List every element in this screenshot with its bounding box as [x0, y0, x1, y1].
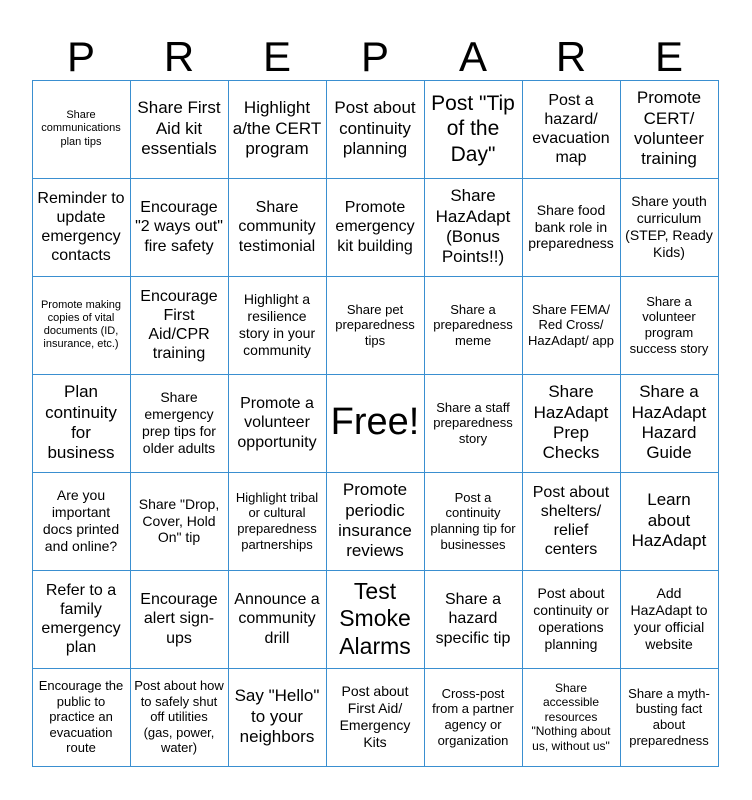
bingo-cell-r6c1 — [32, 570, 131, 669]
bingo-cell-r6c5 — [424, 570, 523, 669]
bingo-cell-r1c4 — [326, 80, 425, 179]
bingo-cell-text: Post about continuity planning — [334, 98, 416, 159]
bingo-cell-r7c5 — [424, 668, 523, 767]
bingo-cell-text: Free! — [330, 401, 420, 444]
bingo-cell-text: Post about how to safely shut off utilities (gas, power, water) — [134, 678, 224, 756]
bingo-cell-text: Post a continuity planning tip for businesses — [430, 489, 516, 552]
bingo-cell-r7c1 — [32, 668, 131, 767]
bingo-cell-text: Highlight a resilience story in your community — [238, 291, 316, 358]
bingo-cell-text: Highlight a/the CERT program — [232, 98, 322, 159]
bingo-cell-r5c6 — [522, 472, 621, 571]
bingo-cell-r6c7 — [620, 570, 719, 669]
bingo-cell-r5c7 — [620, 472, 719, 571]
bingo-card-grid — [32, 80, 718, 766]
bingo-cell-r3c4 — [326, 276, 425, 375]
bingo-cell-text: Post "Tip of the Day" — [431, 92, 515, 166]
bingo-cell-text: Encourage "2 ways out" fire safety — [135, 199, 223, 255]
bingo-cell-text: Promote periodic insurance reviews — [338, 480, 412, 561]
bingo-cell-r3c5 — [424, 276, 523, 375]
bingo-cell-text: Share a volunteer program success story — [629, 293, 709, 356]
bingo-cell-r1c1 — [32, 80, 131, 179]
bingo-cell-text: Encourage alert sign-ups — [140, 591, 218, 647]
bingo-cell-text: Add HazAdapt to your official website — [630, 585, 708, 652]
bingo-cell-text: Share a myth-busting fact about preparedness — [628, 685, 710, 748]
free-space-cell — [326, 374, 425, 473]
bingo-cell-text: Share pet preparedness tips — [335, 301, 415, 348]
bingo-cell-r1c6 — [522, 80, 621, 179]
bingo-cell-text: Plan continuity for business — [45, 382, 117, 463]
title-letter-4: P — [360, 33, 389, 80]
bingo-cell-r3c2 — [130, 276, 229, 375]
bingo-cell-text: Learn about HazAdapt — [631, 490, 707, 551]
title-letter-7: E — [654, 33, 683, 80]
bingo-cell-r2c6 — [522, 178, 621, 277]
bingo-cell-r4c5 — [424, 374, 523, 473]
bingo-cell-r4c7 — [620, 374, 719, 473]
bingo-cell-text: Promote emergency kit building — [335, 199, 415, 255]
bingo-cell-r7c6 — [522, 668, 621, 767]
bingo-cell-r7c7 — [620, 668, 719, 767]
bingo-cell-text: Share emergency prep tips for older adults — [142, 389, 216, 456]
bingo-cell-text: Share HazAdapt Prep Checks — [533, 382, 609, 463]
bingo-cell-r1c3 — [228, 80, 327, 179]
bingo-cell-r2c2 — [130, 178, 229, 277]
bingo-cell-text: Highlight tribal or cultural preparedness partnerships — [235, 489, 319, 552]
bingo-cell-text: Test Smoke Alarms — [339, 577, 411, 659]
bingo-cell-r3c1 — [32, 276, 131, 375]
bingo-cell-text: Reminder to update emergency contacts — [37, 189, 125, 265]
bingo-cell-text: Share communications plan tips — [41, 109, 121, 148]
bingo-cell-text: Encourage First Aid/CPR training — [140, 287, 218, 363]
bingo-cell-r6c4 — [326, 570, 425, 669]
bingo-cell-r6c2 — [130, 570, 229, 669]
bingo-cell-r5c2 — [130, 472, 229, 571]
bingo-cell-text: Share community testimonial — [238, 199, 316, 255]
bingo-cell-r6c6 — [522, 570, 621, 669]
bingo-cell-r2c3 — [228, 178, 327, 277]
bingo-cell-r3c3 — [228, 276, 327, 375]
bingo-cell-text: Share a hazard specific tip — [435, 591, 511, 647]
bingo-cell-text: Cross-post from a partner agency or organization — [432, 685, 514, 748]
bingo-cell-text: Share youth curriculum (STEP, Ready Kids) — [625, 193, 713, 260]
bingo-cell-r5c4 — [326, 472, 425, 571]
bingo-cell-text: Post about shelters/ relief centers — [532, 483, 610, 559]
title-letter-6: R — [555, 33, 587, 80]
bingo-cell-r4c1 — [32, 374, 131, 473]
bingo-cell-text: Share a staff preparedness story — [433, 399, 513, 446]
bingo-cell-r2c5 — [424, 178, 523, 277]
bingo-cell-r5c1 — [32, 472, 131, 571]
title-letter-3: E — [262, 33, 291, 80]
bingo-cell-r7c3 — [228, 668, 327, 767]
title-letter-2: R — [163, 33, 195, 80]
bingo-cell-text: Share a HazAdapt Hazard Guide — [631, 382, 707, 463]
bingo-cell-text: Promote making copies of vital documents (ID, insurance, etc.) — [40, 298, 122, 351]
bingo-cell-text: Post about continuity or operations planning — [533, 585, 609, 652]
bingo-cell-text: Promote a volunteer opportunity — [237, 395, 317, 451]
bingo-cell-r4c3 — [228, 374, 327, 473]
bingo-cell-r1c5 — [424, 80, 523, 179]
bingo-cell-r4c6 — [522, 374, 621, 473]
bingo-cell-text: Share First Aid kit essentials — [137, 98, 221, 159]
bingo-cell-r3c6 — [522, 276, 621, 375]
bingo-title — [32, 34, 718, 80]
bingo-cell-text: Share a preparedness meme — [433, 301, 513, 348]
title-letter-5: A — [458, 33, 487, 80]
title-letter-1: P — [66, 33, 95, 80]
bingo-cell-text: Post a hazard/ evacuation map — [532, 91, 610, 167]
bingo-cell-text: Share FEMA/ Red Cross/ HazAdapt/ app — [527, 301, 614, 348]
bingo-cell-text: Announce a community drill — [234, 591, 320, 647]
bingo-cell-r4c2 — [130, 374, 229, 473]
bingo-cell-r5c3 — [228, 472, 327, 571]
bingo-cell-text: Refer to a family emergency plan — [41, 581, 121, 657]
bingo-cell-r2c1 — [32, 178, 131, 277]
bingo-cell-text: Share "Drop, Cover, Hold On" tip — [138, 495, 220, 546]
bingo-cell-text: Are you important docs printed and online? — [42, 487, 120, 554]
bingo-cell-r2c4 — [326, 178, 425, 277]
bingo-cell-text: Say "Hello" to your neighbors — [234, 686, 320, 747]
bingo-cell-r6c3 — [228, 570, 327, 669]
bingo-cell-r1c2 — [130, 80, 229, 179]
bingo-cell-r7c2 — [130, 668, 229, 767]
bingo-cell-r5c5 — [424, 472, 523, 571]
bingo-cell-text: Post about First Aid/ Emergency Kits — [339, 683, 411, 750]
bingo-cell-text: Share accessible resources "Nothing about us, without us" — [531, 681, 611, 753]
bingo-cell-text: Promote CERT/ volunteer training — [634, 88, 704, 169]
bingo-cell-r7c4 — [326, 668, 425, 767]
bingo-cell-text: Encourage the public to practice an evacuation route — [38, 678, 124, 756]
bingo-cell-text: Share food bank role in preparedness — [528, 201, 614, 252]
bingo-cell-r1c7 — [620, 80, 719, 179]
bingo-cell-r2c7 — [620, 178, 719, 277]
bingo-cell-r3c7 — [620, 276, 719, 375]
bingo-cell-text: Share HazAdapt (Bonus Points!!) — [435, 186, 511, 267]
